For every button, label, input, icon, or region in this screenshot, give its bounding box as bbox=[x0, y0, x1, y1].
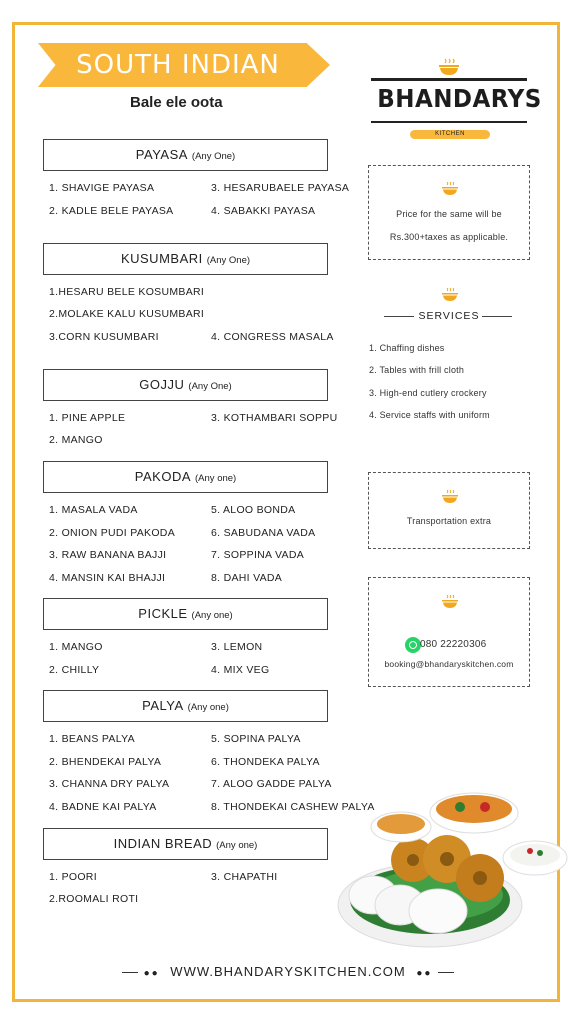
food-illustration bbox=[335, 785, 575, 955]
service-item: 1. Chaffing dishes bbox=[369, 343, 445, 353]
section-note: (Any One) bbox=[206, 255, 251, 266]
banner-title: SOUTH INDIAN bbox=[76, 50, 280, 80]
menu-item: 7. SOPPINA VADA bbox=[211, 549, 305, 561]
footer bbox=[0, 964, 576, 979]
menu-item: 8. DAHI VADA bbox=[211, 572, 283, 584]
menu-item: 2. KADLE BELE PAYASA bbox=[49, 205, 174, 217]
brand-logo: BHANDARYS bbox=[377, 84, 542, 113]
logo-rule-top bbox=[371, 78, 527, 81]
section-header-pakoda bbox=[43, 461, 328, 493]
section-note: (Any one) bbox=[191, 610, 233, 621]
menu-item: 4. SABAKKI PAYASA bbox=[211, 205, 316, 217]
services-title: SERVICES bbox=[418, 310, 480, 322]
menu-item: 2.MOLAKE KALU KUSUMBARI bbox=[49, 308, 205, 320]
menu-item: 5. ALOO BONDA bbox=[211, 504, 296, 516]
menu-item: 1. SHAVIGE PAYASA bbox=[49, 182, 155, 194]
section-note: (Any one) bbox=[195, 473, 237, 484]
section-title: PAKODA bbox=[134, 469, 192, 484]
transport-text: Transportation extra bbox=[406, 516, 492, 526]
logo-rule-bottom bbox=[371, 121, 527, 123]
menu-item: 5. SOPINA PALYA bbox=[211, 733, 301, 745]
menu-item: 4. MANSIN KAI BHAJJI bbox=[49, 572, 166, 584]
service-item: 2. Tables with frill cloth bbox=[369, 365, 465, 375]
service-item: 4. Service staffs with uniform bbox=[369, 410, 490, 420]
section-header-payasa bbox=[43, 139, 328, 171]
contact-phone[interactable]: 080 22220306 bbox=[420, 639, 487, 650]
divider bbox=[482, 316, 512, 317]
section-header-kusumbari bbox=[43, 243, 328, 275]
section-title: PICKLE bbox=[138, 606, 188, 621]
menu-item: 1. MASALA VADA bbox=[49, 504, 138, 516]
subtitle: Bale ele oota bbox=[130, 94, 223, 111]
menu-item: 3. RAW BANANA BAJJI bbox=[49, 549, 167, 561]
section-title: KUSUMBARI bbox=[120, 251, 203, 266]
service-item: 3. High-end cutlery crockery bbox=[369, 388, 487, 398]
footer-dots: ●● bbox=[143, 968, 160, 979]
menu-item: 4. CONGRESS MASALA bbox=[211, 331, 334, 343]
contact-box bbox=[368, 577, 530, 687]
section-header-palya bbox=[43, 690, 328, 722]
bowl-icon bbox=[441, 595, 459, 609]
whatsapp-icon bbox=[405, 637, 421, 653]
section-note: (Any one) bbox=[187, 702, 229, 713]
section-title: PAYASA bbox=[135, 147, 188, 162]
footer-dash bbox=[122, 972, 138, 974]
section-header-pickle bbox=[43, 598, 328, 630]
bowl-icon bbox=[441, 182, 459, 196]
menu-item: 7. ALOO GADDE PALYA bbox=[211, 778, 332, 790]
menu-item: 2.ROOMALI ROTI bbox=[49, 893, 139, 905]
bowl-icon bbox=[441, 288, 459, 302]
section-title: GOJJU bbox=[139, 377, 185, 392]
menu-item: 4. MIX VEG bbox=[211, 664, 270, 676]
section-title: PALYA bbox=[142, 698, 184, 713]
price-line-2: Rs.300+taxes as applicable. bbox=[389, 232, 509, 242]
footer-dash bbox=[438, 972, 454, 974]
section-header-indian-bread bbox=[43, 828, 328, 860]
menu-item: 3. CHANNA DRY PALYA bbox=[49, 778, 170, 790]
price-line-1: Price for the same will be bbox=[396, 209, 502, 219]
menu-item: 3.CORN KUSUMBARI bbox=[49, 331, 159, 343]
menu-item: 3. CHAPATHI bbox=[211, 871, 278, 883]
bowl-icon bbox=[441, 490, 459, 504]
menu-item: 8. THONDEKAI CASHEW PALYA bbox=[211, 801, 375, 813]
section-note: (Any One) bbox=[191, 151, 236, 162]
section-header-gojju bbox=[43, 369, 328, 401]
transport-box bbox=[368, 472, 530, 549]
menu-item: 1. MANGO bbox=[49, 641, 103, 653]
menu-item: 6. SABUDANA VADA bbox=[211, 527, 316, 539]
section-title: INDIAN BREAD bbox=[113, 836, 213, 851]
menu-item: 2. CHILLY bbox=[49, 664, 100, 676]
logo-tag: KITCHEN bbox=[410, 130, 490, 139]
menu-item: 1. POORI bbox=[49, 871, 97, 883]
menu-item: 2. BHENDEKAI PALYA bbox=[49, 756, 162, 768]
website-link[interactable]: WWW.BHANDARYSKITCHEN.COM bbox=[170, 964, 406, 979]
menu-item: 3. HESARUBAELE PAYASA bbox=[211, 182, 350, 194]
menu-item: 2. MANGO bbox=[49, 434, 103, 446]
menu-item: 1. BEANS PALYA bbox=[49, 733, 135, 745]
chef-bowl-icon bbox=[437, 57, 461, 77]
footer-dots: ●● bbox=[416, 968, 433, 979]
section-note: (Any one) bbox=[216, 840, 258, 851]
section-note: (Any One) bbox=[188, 381, 232, 392]
menu-item: 3. LEMON bbox=[211, 641, 263, 653]
menu-item: 6. THONDEKA PALYA bbox=[211, 756, 320, 768]
menu-item: 1.HESARU BELE KOSUMBARI bbox=[49, 286, 205, 298]
menu-item: 1. PINE APPLE bbox=[49, 412, 126, 424]
menu-item: 2. ONION PUDI PAKODA bbox=[49, 527, 175, 539]
contact-email[interactable]: booking@bhandaryskitchen.com bbox=[384, 659, 514, 669]
menu-item: 4. BADNE KAI PALYA bbox=[49, 801, 157, 813]
menu-item: 3. KOTHAMBARI SOPPU bbox=[211, 412, 338, 424]
